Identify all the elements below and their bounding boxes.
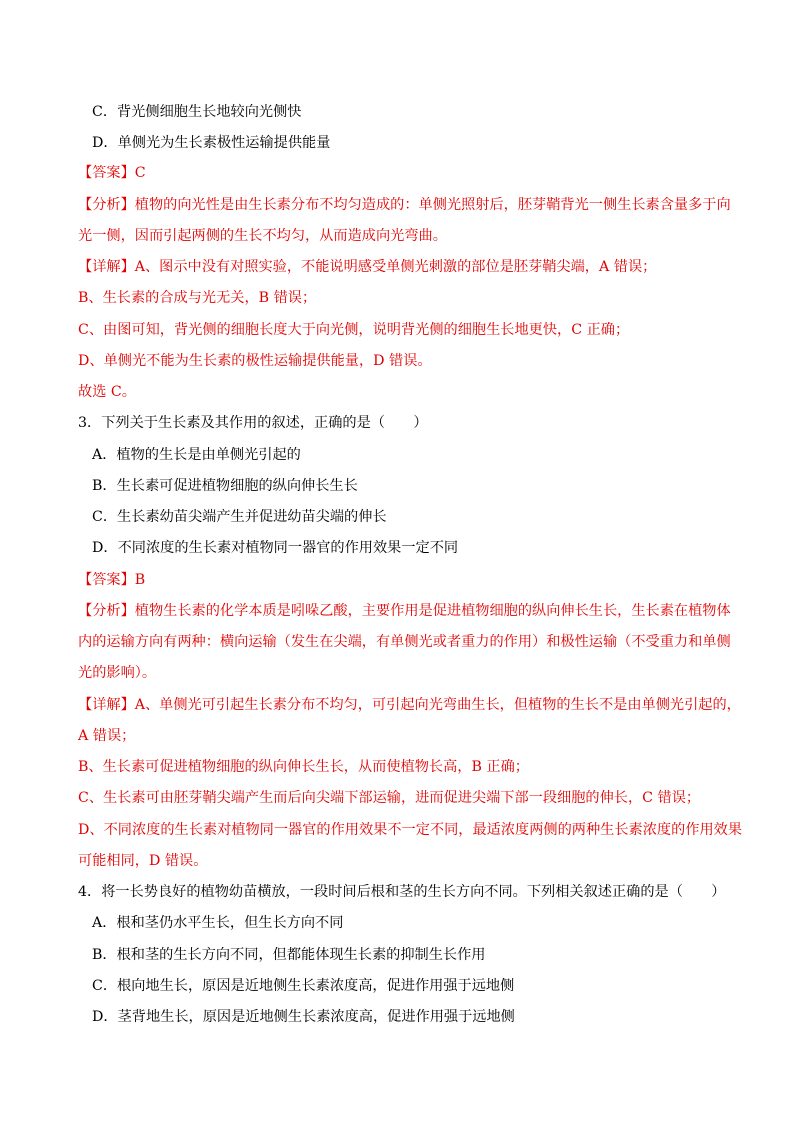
q3-answer: 【答案】B — [78, 572, 146, 588]
q2-detail-a: 【详解】A、图示中没有对照实验，不能说明感受单侧光刺激的部位是胚芽鞘尖端，A 错误； — [78, 259, 657, 275]
q3-option-b: B．生长素可促进植物细胞的纵向伸长生长 — [92, 478, 358, 494]
q2-option-d: D．单侧光为生长素极性运输提供能量 — [92, 135, 331, 151]
q3-detail-c: C、生长素可由胚芽鞘尖端产生而后向尖端下部运输，进而促进尖端下部一段细胞的伸长，C 错误； — [78, 790, 701, 806]
q3-stem: 3．下列关于生长素及其作用的叙述，正确的是（ ） — [78, 415, 428, 431]
q4-option-b: B．根和茎的生长方向不同，但都能体现生长素的抑制生长作用 — [92, 947, 486, 963]
q2-detail-c: C、由图可知，背光侧的细胞长度大于向光侧，说明背光侧的细胞生长地更快，C 正确； — [78, 322, 630, 338]
q4-stem: 4．将一长势良好的植物幼苗横放，一段时间后根和茎的生长方向不同。下列相关叙述正确的是（ ） — [78, 884, 726, 900]
q4-option-d: D．茎背地生长，原因是近地侧生长素浓度高，促进作用强于远地侧 — [92, 1009, 515, 1025]
q2-conclusion: 故选 C。 — [78, 384, 136, 400]
q3-analysis-line2: 内的运输方向有两种：横向运输（发生在尖端，有单侧光或者重力的作用）和极性运输（不受重力和单侧 — [78, 634, 731, 650]
q4-option-c: C．根向地生长，原因是近地侧生长素浓度高，促进作用强于远地侧 — [92, 978, 515, 994]
q3-detail-d-line2: 可能相同，D 错误。 — [78, 853, 208, 869]
q2-option-c: C．背光侧细胞生长地较向光侧快 — [92, 104, 302, 120]
q3-analysis-line3: 光的影响）。 — [78, 665, 157, 681]
q4-option-a: A．根和茎仍水平生长，但生长方向不同 — [92, 915, 344, 931]
q3-detail-a-line2: A 错误； — [78, 728, 136, 744]
q3-detail-a-line1: 【详解】A、单侧光可引起生长素分布不均匀，可引起向光弯曲生长，但植物的生长不是由单侧光引起的， — [78, 697, 741, 713]
q3-analysis-line1: 【分析】植物生长素的化学本质是吲哚乙酸，主要作用是促进植物细胞的纵向伸长生长，生长素在植物体 — [78, 603, 731, 619]
q3-option-c: C．生长素幼苗尖端产生并促进幼苗尖端的伸长 — [92, 509, 387, 525]
q2-analysis-line2: 光一侧，因而引起两侧的生长不均匀，从而造成向光弯曲。 — [78, 228, 447, 244]
q2-detail-d: D、单侧光不能为生长素的极性运输提供能量，D 错误。 — [78, 353, 432, 369]
q3-option-a: A．植物的生长是由单侧光引起的 — [92, 447, 301, 463]
q2-detail-b: B、生长素的合成与光无关，B 错误； — [78, 290, 317, 306]
q3-option-d: D．不同浓度的生长素对植物同一器官的作用效果一定不同 — [92, 540, 459, 556]
q3-detail-b: B、生长素可促进植物细胞的纵向伸长生长，从而使植物长高，B 正确； — [78, 759, 529, 775]
q2-analysis-line1: 【分析】植物的向光性是由生长素分布不均匀造成的：单侧光照射后，胚芽鞘背光一侧生长素含量多于向 — [78, 197, 731, 213]
q2-answer: 【答案】C — [78, 165, 146, 181]
q3-detail-d-line1: D、不同浓度的生长素对植物同一器官的作用效果不一定不同，最适浓度两侧的两种生长素浓度的作用效果 — [78, 822, 743, 838]
